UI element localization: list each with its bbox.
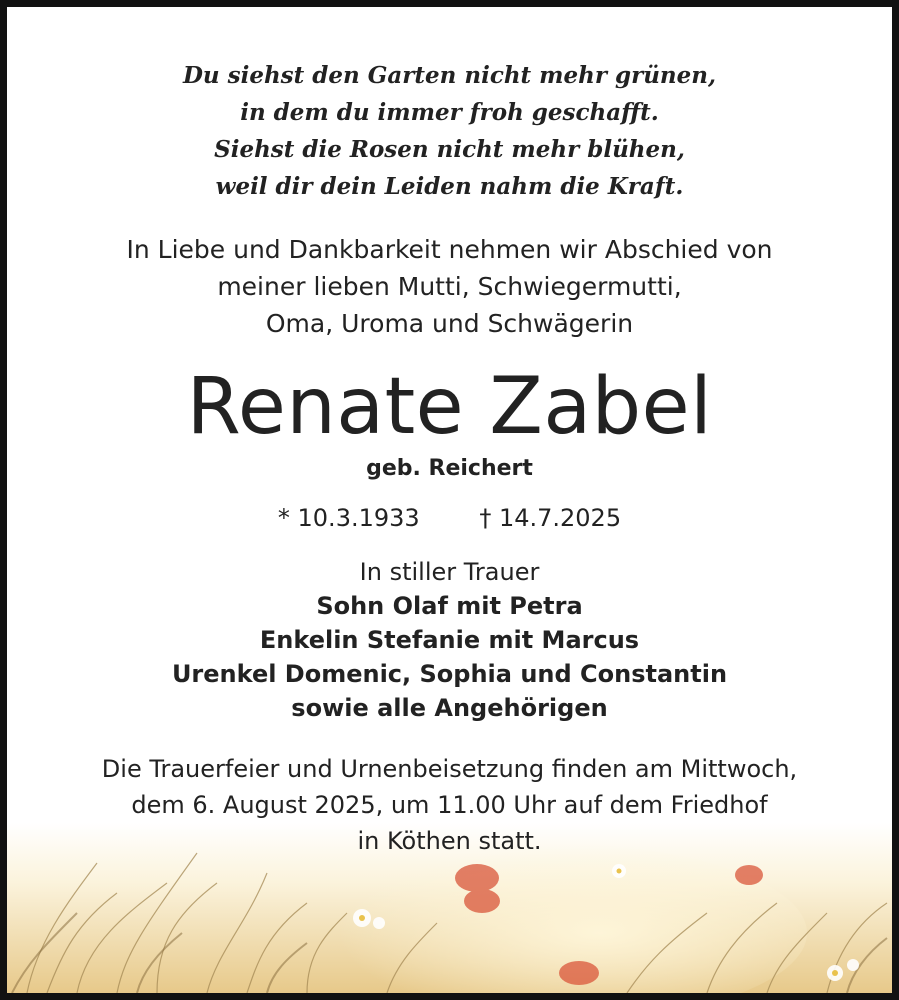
poem-line: Du siehst den Garten nicht mehr grünen, (182, 62, 717, 89)
mourners-heading: In stiller Trauer (359, 558, 540, 586)
poem-line: in dem du immer froh geschafft. (240, 99, 659, 126)
poem (7, 57, 892, 205)
mourner-line: sowie alle Angehörigen (291, 694, 608, 722)
maiden-name: geb. Reichert (366, 456, 533, 481)
poem-line: weil dir dein Leiden nahm die Kraft. (215, 173, 684, 200)
intro-line: meiner lieben Mutti, Schwiegermutti, (217, 272, 682, 301)
mourners (7, 555, 892, 725)
birth-date: * 10.3.1933 (277, 504, 420, 532)
mourner-line: Enkelin Stefanie mit Marcus (259, 626, 640, 654)
service-line: Die Trauerfeier und Urnenbeisetzung finden am Mittwoch, (101, 755, 798, 783)
deceased-name: Renate Zabel (186, 362, 713, 452)
poem-line: Siehst die Rosen nicht mehr blühen, (214, 136, 685, 163)
service-info (7, 751, 892, 859)
death-date: † 14.7.2025 (479, 504, 622, 532)
service-line: dem 6. August 2025, um 11.00 Uhr auf dem Friedhof (131, 791, 768, 819)
life-dates (7, 501, 892, 535)
intro-line: In Liebe und Dankbarkeit nehmen wir Abschied von (126, 235, 773, 264)
service-line: in Köthen statt. (357, 827, 542, 855)
intro-line: Oma, Uroma und Schwägerin (265, 309, 634, 338)
intro-text (7, 231, 892, 342)
mourner-line: Sohn Olaf mit Petra (316, 592, 583, 620)
mourner-line: Urenkel Domenic, Sophia und Constantin (171, 660, 728, 688)
